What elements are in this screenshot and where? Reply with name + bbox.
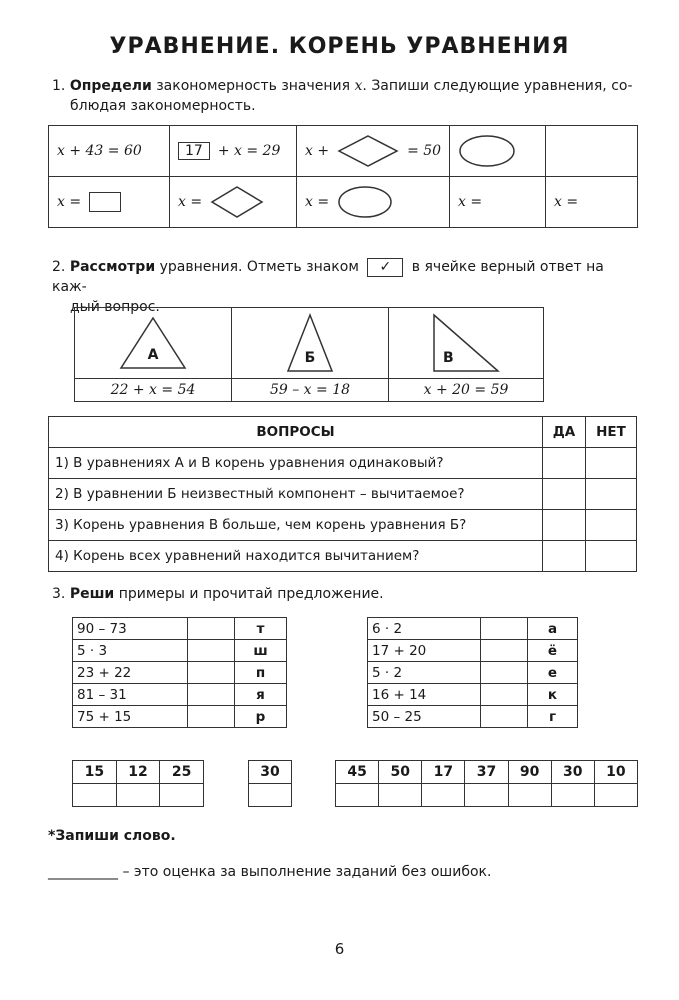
x-equals-label: x =: [57, 194, 82, 210]
task1-line2: блюдая закономерность.: [70, 98, 256, 114]
task1-r2-c5[interactable]: [546, 177, 638, 228]
example-expression: 17 + 20: [368, 640, 481, 662]
x-equals-label: x =: [458, 194, 483, 210]
answer-number: 25: [160, 761, 204, 784]
answer-cell[interactable]: [188, 706, 235, 728]
example-letter: я: [235, 684, 287, 706]
example-expression: 16 + 14: [368, 684, 481, 706]
yes-cell[interactable]: [543, 510, 586, 541]
examples-left-table: [72, 617, 287, 728]
shape-a-cell: [75, 308, 232, 379]
example-letter: ш: [235, 640, 287, 662]
task1-table: [48, 125, 638, 228]
shape-b-label: Б: [304, 350, 316, 366]
answer-cell[interactable]: [481, 706, 528, 728]
answer-number: 30: [551, 761, 594, 784]
example-expression: 81 – 31: [73, 684, 188, 706]
answer-number: 17: [422, 761, 465, 784]
shape-b-cell: [232, 308, 389, 379]
task1-r1-c2: [170, 126, 297, 177]
example-letter: ё: [528, 640, 578, 662]
task1-eq2-rest: + x = 29: [217, 143, 281, 159]
example-letter: а: [528, 618, 578, 640]
example-expression: 90 – 73: [73, 618, 188, 640]
task1-r2-c2[interactable]: [170, 177, 297, 228]
diamond-shape: [337, 134, 399, 168]
examples-right-table: [367, 617, 578, 728]
answer-cell[interactable]: [188, 640, 235, 662]
oval-shape: [337, 185, 393, 219]
task3-bold-verb: Реши: [69, 586, 115, 602]
example-expression: 5 · 3: [73, 640, 188, 662]
task1-r1-c4: [450, 126, 546, 177]
example-letter: е: [528, 662, 578, 684]
right-triangle-icon: [431, 312, 501, 374]
checkmark-icon: ✓: [367, 258, 403, 277]
letter-cell[interactable]: [551, 784, 594, 807]
task3-instructions: [52, 584, 384, 604]
rectangle-box: [89, 192, 121, 212]
answer-cell[interactable]: [481, 640, 528, 662]
question-row: 4) Корень всех уравнений находится вычитанием?: [49, 541, 543, 572]
answer-number: 10: [594, 761, 637, 784]
shapes-table: [74, 307, 544, 402]
example-expression: 50 – 25: [368, 706, 481, 728]
task1-eq3-left: x +: [305, 143, 330, 159]
yes-cell[interactable]: [543, 541, 586, 572]
equation-b: 59 – x = 18: [232, 379, 389, 402]
example-letter: п: [235, 662, 287, 684]
answer-cell[interactable]: [188, 662, 235, 684]
no-cell[interactable]: [586, 510, 637, 541]
yes-header: ДА: [543, 417, 586, 448]
task1-text-b: . Запиши следующие уравнения, со-: [362, 78, 633, 94]
example-letter: т: [235, 618, 287, 640]
answer-number: 50: [379, 761, 422, 784]
task1-text-a: закономерность значения: [151, 78, 355, 94]
letter-cell[interactable]: [508, 784, 551, 807]
yes-cell[interactable]: [543, 479, 586, 510]
task1-r2-c1[interactable]: [49, 177, 170, 228]
write-word-line: [48, 862, 491, 882]
task1-r2-c3[interactable]: [297, 177, 450, 228]
shape-c-label: В: [443, 350, 454, 366]
x-equals-label: x =: [554, 194, 579, 210]
answers-group-2: [248, 760, 292, 807]
task1-eq1: x + 43 = 60: [57, 143, 142, 159]
letter-cell[interactable]: [73, 784, 117, 807]
answers-group-1: [72, 760, 204, 807]
answer-number: 12: [116, 761, 160, 784]
task1-instructions: [52, 76, 642, 116]
x-equals-label: x =: [305, 194, 330, 210]
shape-c-cell: [389, 308, 544, 379]
equation-c: x + 20 = 59: [389, 379, 544, 402]
question-row: 2) В уравнении Б неизвестный компонент – вычитаемое?: [49, 479, 543, 510]
example-letter: г: [528, 706, 578, 728]
example-expression: 6 · 2: [368, 618, 481, 640]
letter-cell[interactable]: [465, 784, 508, 807]
questions-table: [48, 416, 637, 572]
no-header: НЕТ: [586, 417, 637, 448]
answer-cell[interactable]: [188, 684, 235, 706]
answer-number: 30: [249, 761, 292, 784]
task1-r1-c1: [49, 126, 170, 177]
no-cell[interactable]: [586, 448, 637, 479]
answer-cell[interactable]: [481, 662, 528, 684]
letter-cell[interactable]: [249, 784, 292, 807]
word-blank[interactable]: __________: [48, 864, 118, 880]
answer-cell[interactable]: [481, 684, 528, 706]
task2-number: 2.: [52, 259, 66, 275]
questions-header: ВОПРОСЫ: [49, 417, 543, 448]
task1-r2-c4[interactable]: [450, 177, 546, 228]
task1-bold-verb: Определи: [69, 78, 152, 94]
example-expression: 23 + 22: [73, 662, 188, 684]
letter-cell[interactable]: [422, 784, 465, 807]
answers-group-3: [335, 760, 638, 807]
answer-number: 45: [336, 761, 379, 784]
example-letter: к: [528, 684, 578, 706]
answer-number: 15: [73, 761, 117, 784]
x-equals-label: x =: [178, 194, 203, 210]
task1-eq3-right: = 50: [407, 143, 442, 159]
task1-number: 1.: [52, 78, 66, 94]
diamond-shape: [210, 185, 264, 219]
answer-number: 90: [508, 761, 551, 784]
number-box: 17: [178, 142, 210, 160]
letter-cell[interactable]: [116, 784, 160, 807]
word-sentence: – это оценка за выполнение заданий без ошибок.: [118, 864, 492, 880]
answer-number: 37: [465, 761, 508, 784]
task2-text-b: в ячейке верный ответ на каж-: [52, 259, 604, 295]
task2-line2: дый вопрос.: [70, 299, 160, 315]
no-cell[interactable]: [586, 479, 637, 510]
letter-cell[interactable]: [594, 784, 637, 807]
task1-r1-c3: [297, 126, 450, 177]
task2-text-a: уравнения. Отметь знаком: [155, 259, 364, 275]
letter-cell[interactable]: [336, 784, 379, 807]
task3-text: примеры и прочитай предложение.: [114, 586, 384, 602]
answer-cell[interactable]: [481, 618, 528, 640]
yes-cell[interactable]: [543, 448, 586, 479]
letter-cell[interactable]: [160, 784, 204, 807]
letter-cell[interactable]: [379, 784, 422, 807]
oval-shape: [458, 134, 516, 168]
page-title: УРАВНЕНИЕ. КОРЕНЬ УРАВНЕНИЯ: [109, 34, 570, 59]
task1-variable: x: [354, 78, 363, 94]
task1-r1-c5[interactable]: [546, 126, 638, 177]
question-row: 1) В уравнениях А и В корень уравнения одинаковый?: [49, 448, 543, 479]
write-word-heading: *Запиши слово.: [48, 828, 176, 844]
example-letter: р: [235, 706, 287, 728]
answer-cell[interactable]: [188, 618, 235, 640]
question-row: 3) Корень уравнения В больше, чем корень уравнения Б?: [49, 510, 543, 541]
shape-a-label: А: [147, 347, 159, 363]
example-expression: 5 · 2: [368, 662, 481, 684]
equation-a: 22 + x = 54: [75, 379, 232, 402]
task2-bold-verb: Рассмотри: [69, 259, 156, 275]
task3-number: 3.: [52, 586, 66, 602]
page-number: 6: [334, 940, 345, 958]
no-cell[interactable]: [586, 541, 637, 572]
example-expression: 75 + 15: [73, 706, 188, 728]
